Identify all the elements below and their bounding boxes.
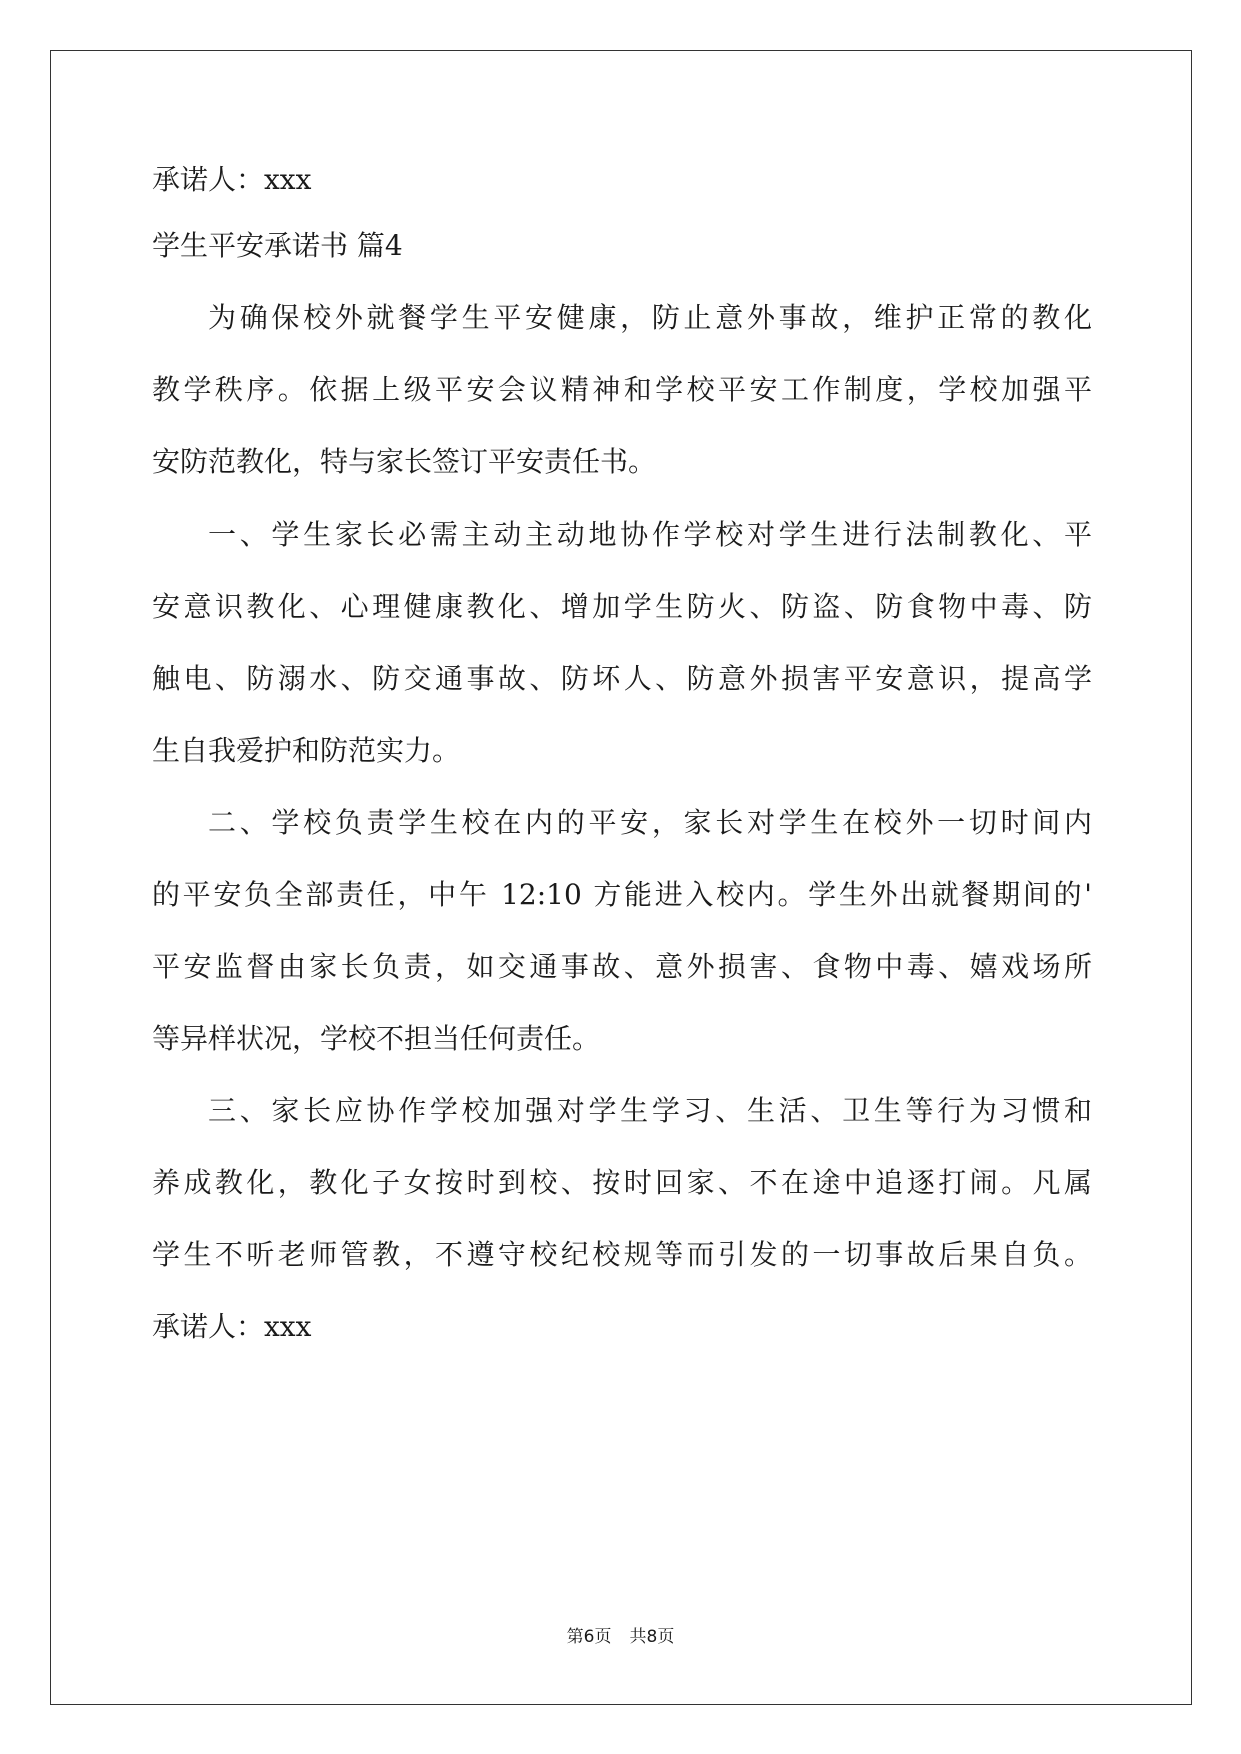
clause-2-line-4: 等异样状况，学校不担当任何责任。 bbox=[152, 1022, 601, 1055]
clause-1-line-2: 安意识教化、心理健康教化、增加学生防火、防盗、防食物中毒、防 bbox=[152, 590, 1092, 623]
clause-3-line-1: 三、家长应协作学校加强对学生学习、生活、卫生等行为习惯和 bbox=[208, 1094, 1092, 1127]
clause-1-line-3: 触电、防溺水、防交通事故、防坏人、防意外损害平安意识，提高学 bbox=[152, 662, 1092, 695]
intro-line-2: 教学秩序。依据上级平安会议精神和学校平安工作制度，学校加强平 bbox=[152, 373, 1092, 406]
clause-2-line-1: 二、学校负责学生校在内的平安，家长对学生在校外一切时间内 bbox=[208, 806, 1092, 839]
clause-3-line-2: 养成教化，教化子女按时到校、按时回家、不在途中追逐打闹。凡属 bbox=[152, 1166, 1092, 1199]
clause-1-line-1: 一、学生家长必需主动主动地协作学校对学生进行法制教化、平 bbox=[208, 518, 1092, 551]
page-number: 第6页 bbox=[566, 1627, 612, 1647]
intro-line-1: 为确保校外就餐学生平安健康，防止意外事故，维护正常的教化 bbox=[208, 301, 1092, 334]
clause-2-line-3: 平安监督由家长负责，如交通事故、意外损害、食物中毒、嬉戏场所 bbox=[152, 950, 1092, 983]
signer-line-top: 承诺人：xxx bbox=[152, 163, 312, 196]
intro-line-3: 安防范教化，特与家长签订平安责任书。 bbox=[152, 445, 657, 478]
clause-3-line-3: 学生不听老师管教，不遵守校纪校规等而引发的一切事故后果自负。 bbox=[152, 1238, 1092, 1271]
clause-1-line-4: 生自我爱护和防范实力。 bbox=[152, 734, 461, 767]
page-total: 共8页 bbox=[629, 1627, 675, 1647]
page-footer bbox=[0, 1625, 1241, 1649]
clause-2-line-2: 的平安负全部责任，中午 12:10 方能进入校内。学生外出就餐期间的' bbox=[152, 878, 1092, 911]
document-title: 学生平安承诺书 篇4 bbox=[152, 229, 403, 262]
signer-line-bottom: 承诺人：xxx bbox=[152, 1310, 312, 1343]
